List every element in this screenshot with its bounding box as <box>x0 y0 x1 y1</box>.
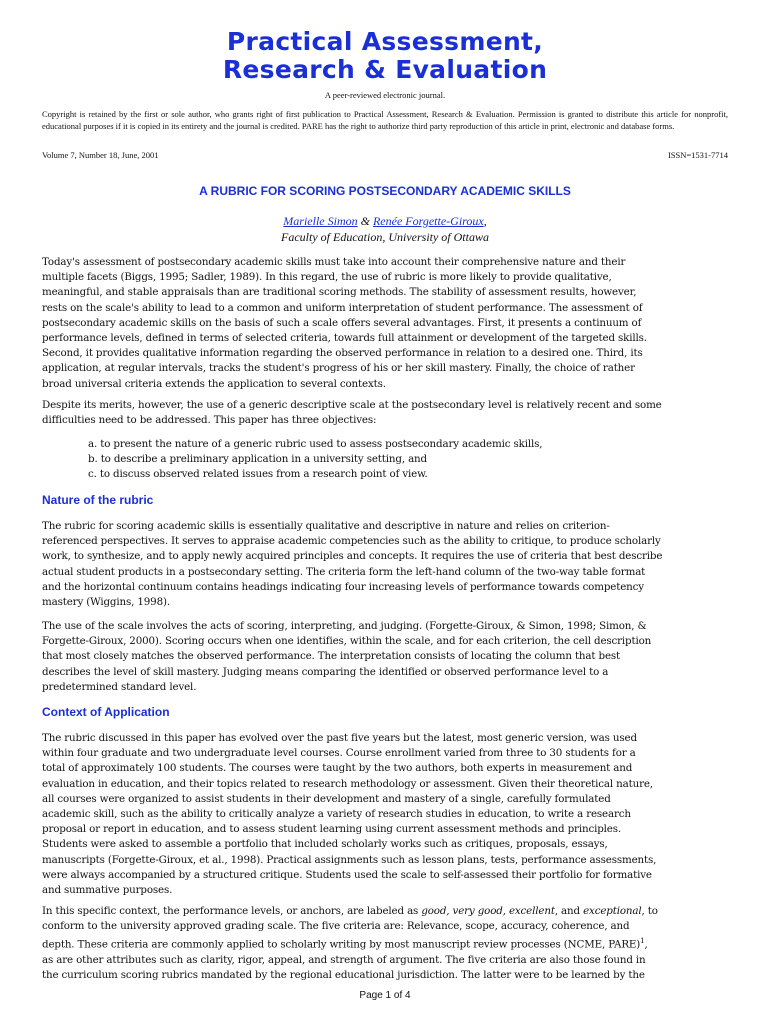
text-line: depth. These criteria are commonly applied to scholarly writing by most manuscript review processes (NCME, PARE)$^1$, <box>42 937 648 951</box>
text-line: proposal or report in education, and to assess student learning using current assessment methods and principles. <box>42 823 621 836</box>
text-line: postsecondary academic skills on the basis of such a scale offers several advantages. First, it presents a continuum of <box>42 316 642 329</box>
text-line: The rubric for scoring academic skills is essentially qualitative and descriptive in nature and relies on criterion- <box>42 520 610 532</box>
paragraph-nature <box>42 519 732 610</box>
author-separator: & <box>357 214 373 228</box>
text-line: In this specific context, the performance levels, or anchors, are labeled as good, very good, excellent, and exceptional, to <box>42 905 658 917</box>
text-line: Today's assessment of postsecondary academic skills must take into account their comprehensive nature and their <box>42 256 626 268</box>
text-line: as are other attributes such as clarity, rigor, appeal, and strength of argument. The five criteria are also those found in <box>42 954 646 967</box>
text-line: The use of the scale involves the acts of scoring, interpreting, and judging. (Forgette-Giroux, & Simon, 1998; Simon, & <box>42 620 647 632</box>
copyright-notice: Copyright is retained by the first or sole author, who grants right of first publication to Practical Assessment, Research & Evaluation. Permission is granted to distribute this article for nonprofit, educational purposes if it is copied in its entirety and the journal is credited. PARE has the right to authorize third party reproduction of this article in print, electronic and database forms. <box>42 109 728 131</box>
text-line: describes the level of skill mastery. Judging means comparing the identified or observed performance level to a <box>42 665 609 678</box>
paragraph-context <box>42 731 732 898</box>
journal-title-line2: Research & Evaluation <box>222 55 548 84</box>
journal-title <box>0 28 770 84</box>
text-line: meaningful, and stable appraisals than are traditional scoring methods. The stability of assessment results, however, <box>42 286 637 299</box>
paragraph-performance-levels <box>42 904 732 983</box>
text-line: and the horizontal continuum contains headings indicating four increasing levels of performance towards competency <box>42 580 644 593</box>
paragraph-intro <box>42 255 732 392</box>
text-line: Forgette-Giroux, 2000). Scoring occurs when one identifies, within the scale, and for each criterion, the cell description <box>42 635 652 648</box>
text-line: The rubric discussed in this paper has evolved over the past five years but the latest, most generic version, was used <box>42 732 637 744</box>
text-line: total of approximately 100 students. The courses were taught by the two authors, both experts in measurement and <box>42 762 633 775</box>
objective-item-b: b. to describe a preliminary application in a university setting, and <box>88 453 427 465</box>
text-line: Second, it provides qualitative information regarding the observed performance in relation to a desired one. Third, its <box>42 347 643 360</box>
text-line: application, at regular intervals, tracks the student's progress of his or her skill mastery. Finally, the choice of rather <box>42 362 635 375</box>
exceptional-italic: exceptional <box>583 905 642 917</box>
article-title: A RUBRIC FOR SCORING POSTSECONDARY ACADEMIC SKILLS <box>199 184 571 198</box>
text-line: referenced perspectives. It serves to appraise academic competencies such as the ability to critique, to produce scholarly <box>42 535 661 548</box>
author-link-simon[interactable]: Marielle Simon <box>283 214 358 228</box>
text-line: within four graduate and two undergraduate level courses. Course enrollment varied from three to 30 students for a <box>42 747 636 760</box>
volume-issn-line <box>42 150 728 160</box>
text-line: the curriculum scoring rubrics mandated by the regional educational jurisdiction. The latter were to be learned by the <box>42 969 645 982</box>
journal-title-line1: Practical Assessment, <box>226 27 544 56</box>
journal-tagline: A peer-reviewed electronic journal. <box>324 90 446 100</box>
text-line: academic skill, such as the ability to critically analyze a variety of research studies in education, to write a research <box>42 808 631 821</box>
issn: ISSN=1531-7714 <box>667 150 728 160</box>
author-block <box>0 213 770 245</box>
text-line: that most closely matches the observed performance. The interpretation consists of locating the column that best <box>42 650 621 663</box>
text-line: performance levels, defined in terms of selected criteria, towards full attainment or development of the targeted skills. <box>42 332 647 345</box>
page-number: Page 1 of 4 <box>359 990 411 1001</box>
text-line: were always accompanied by a structured critique. Students used the scale to self-assessed their portfolio for formative <box>42 868 652 881</box>
text-line: manuscripts (Forgette-Giroux, et al., 1998). Practical assignments such as lesson plans, tests, performance assessments, <box>42 853 657 866</box>
paragraph-objectives-intro <box>42 398 732 428</box>
performance-levels-italic: good, very good, excellent <box>421 905 555 917</box>
text-line: multiple facets (Biggs, 1995; Sadler, 1989). In this regard, the use of rubric is more likely to provide qualitative, <box>42 271 612 284</box>
footnote-reference[interactable]: 1 <box>640 937 645 946</box>
text-line: evaluation in education, and their topics related to research methodology or assessment. Given their theoretical nature, <box>42 777 653 790</box>
author-link-forgette-giroux[interactable]: Renée Forgette-Giroux <box>372 214 484 228</box>
volume-info: Volume 7, Number 18, June, 2001 <box>42 150 159 160</box>
text-line: and summative purposes. <box>42 884 173 897</box>
text-line: mastery (Wiggins, 1998). <box>42 596 170 609</box>
text-line: broad universal criteria extends the application to several contexts. <box>42 377 386 390</box>
text-line: difficulties need to be addressed. This paper has three objectives: <box>42 414 377 427</box>
text-line: conform to the university approved grading scale. The five criteria are: Relevance, scope, accuracy, coherence, and <box>42 920 630 933</box>
text-line: predetermined standard level. <box>42 680 197 693</box>
text-line: Students were asked to assemble a portfolio that included scholarly works such as critiques, proposals, essays, <box>42 838 608 851</box>
text-line: rests on the scale's ability to lead to a common and uniform interpretation of student performance. The assessment of <box>42 301 643 314</box>
text-line: all courses were organized to assist students in their development and mastery of a single, carefully formulated <box>42 792 611 805</box>
section-heading-nature: Nature of the rubric <box>42 493 154 507</box>
objective-item-a: a. to present the nature of a generic rubric used to assess postsecondary academic skills, <box>88 438 543 450</box>
author-trailing-comma: , <box>483 214 487 228</box>
paragraph-scale-use <box>42 619 732 695</box>
section-heading-context: Context of Application <box>42 705 170 719</box>
text-line: actual student products in a postsecondary setting. The criteria form the left-hand column of the two-way table format <box>42 565 646 578</box>
author-affiliation: Faculty of Education, University of Ottawa <box>281 230 489 244</box>
text-line: work, to synthesize, and to apply newly acquired principles and concepts. It requires the use of criteria that best describe <box>42 550 663 563</box>
text-line: Despite its merits, however, the use of a generic descriptive scale at the postsecondary level is relatively recent and some <box>42 399 662 411</box>
objective-item-c: c. to discuss observed related issues from a research point of view. <box>88 468 428 480</box>
